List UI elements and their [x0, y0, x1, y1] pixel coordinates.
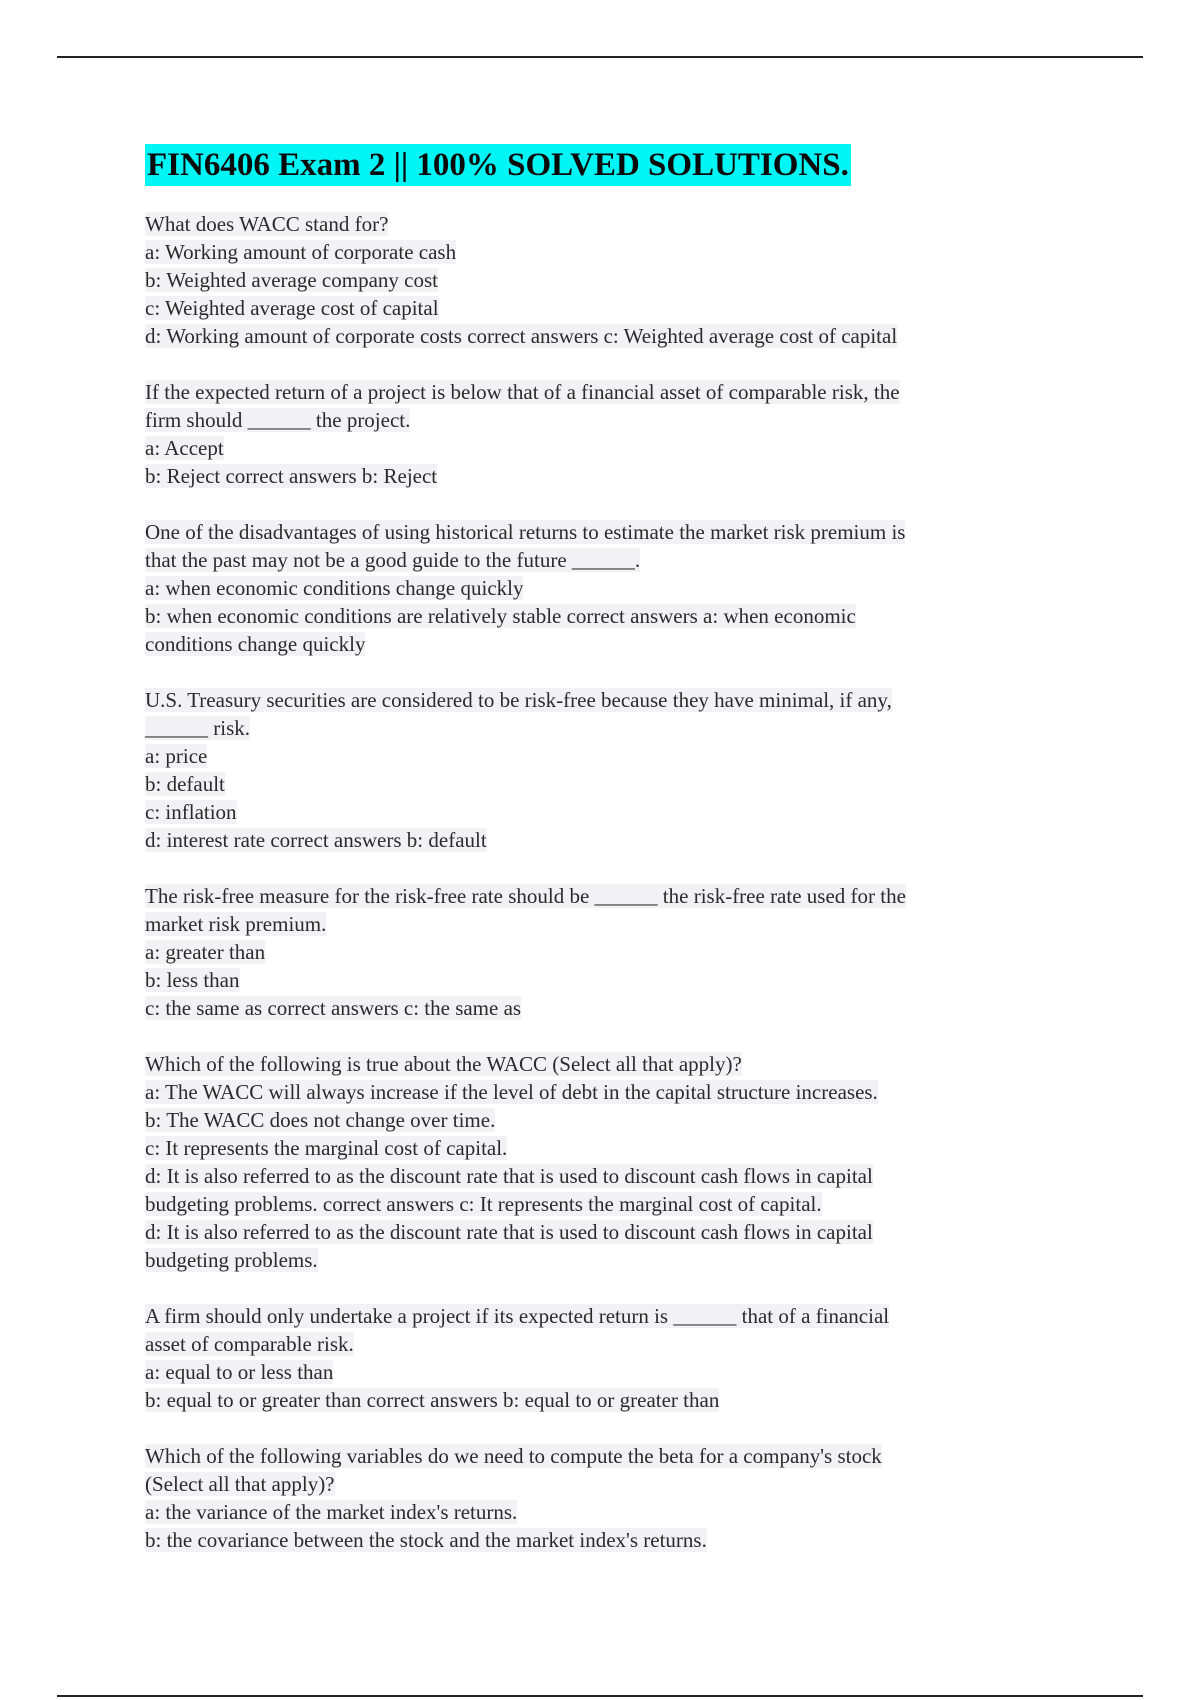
question-line: [145, 294, 1045, 322]
line-text: a: equal to or less than: [145, 1360, 334, 1384]
question-text: [145, 518, 1045, 546]
question-line: [145, 1358, 1045, 1386]
line-text: Which of the following variables do we need to compute the beta for a company's stock: [145, 1444, 882, 1468]
question-line: [145, 1386, 1045, 1414]
question-text: [145, 1302, 1045, 1330]
line-text: b: the covariance between the stock and the market index's returns.: [145, 1528, 707, 1552]
question-block: [145, 1050, 1045, 1274]
document-title: FIN6406 Exam 2 || 100% SOLVED SOLUTIONS.: [145, 144, 851, 186]
question-line: [145, 630, 1045, 658]
line-text: that the past may not be a good guide to the future ______.: [145, 548, 641, 572]
line-text: c: It represents the marginal cost of capital.: [145, 1136, 508, 1160]
question-line: [145, 910, 1045, 938]
question-line: [145, 1498, 1045, 1526]
question-line: [145, 1106, 1045, 1134]
line-text: a: The WACC will always increase if the level of debt in the capital structure increases.: [145, 1080, 878, 1104]
question-line: [145, 1134, 1045, 1162]
question-line: [145, 462, 1045, 490]
line-text: d: Working amount of corporate costs correct answers c: Weighted average cost of capital: [145, 324, 898, 348]
line-text: a: Working amount of corporate cash: [145, 240, 457, 264]
question-line: [145, 994, 1045, 1022]
question-line: [145, 714, 1045, 742]
question-line: [145, 966, 1045, 994]
line-text: Which of the following is true about the WACC (Select all that apply)?: [145, 1052, 742, 1076]
question-block: [145, 378, 1045, 490]
question-block: [145, 882, 1045, 1022]
line-text: d: It is also referred to as the discount rate that is used to discount cash flows in capital: [145, 1220, 873, 1244]
question-line: [145, 238, 1045, 266]
document-body: [145, 144, 1045, 1582]
line-text: b: less than: [145, 968, 240, 992]
question-block: [145, 1442, 1045, 1554]
line-text: budgeting problems.: [145, 1248, 318, 1272]
line-text: (Select all that apply)?: [145, 1472, 335, 1496]
question-line: [145, 1470, 1045, 1498]
line-text: b: default: [145, 772, 225, 796]
line-text: a: when economic conditions change quickly: [145, 576, 524, 600]
question-line: [145, 602, 1045, 630]
question-line: [145, 798, 1045, 826]
line-text: The risk-free measure for the risk-free rate should be ______ the risk-free rate used for the: [145, 884, 906, 908]
question-line: [145, 266, 1045, 294]
line-text: a: Accept: [145, 436, 224, 460]
line-text: budgeting problems. correct answers c: It represents the marginal cost of capital.: [145, 1192, 822, 1216]
line-text: conditions change quickly: [145, 632, 366, 656]
question-text: [145, 1442, 1045, 1470]
line-text: firm should ______ the project.: [145, 408, 411, 432]
question-line: [145, 826, 1045, 854]
line-text: market risk premium.: [145, 912, 327, 936]
question-line: [145, 938, 1045, 966]
question-line: [145, 1162, 1045, 1190]
question-line: [145, 434, 1045, 462]
line-text: c: inflation: [145, 800, 237, 824]
question-line: [145, 742, 1045, 770]
question-line: [145, 1078, 1045, 1106]
question-line: [145, 1218, 1045, 1246]
line-text: a: greater than: [145, 940, 266, 964]
question-line: [145, 1330, 1045, 1358]
question-text: [145, 686, 1045, 714]
line-text: b: equal to or greater than correct answers b: equal to or greater than: [145, 1388, 720, 1412]
line-text: If the expected return of a project is below that of a financial asset of comparable risk, the: [145, 380, 900, 404]
line-text: One of the disadvantages of using historical returns to estimate the market risk premium is: [145, 520, 906, 544]
question-line: [145, 546, 1045, 574]
line-text: asset of comparable risk.: [145, 1332, 354, 1356]
line-text: a: price: [145, 744, 208, 768]
bottom-rule: [57, 1695, 1143, 1697]
question-list: [145, 210, 1045, 1554]
question-text: [145, 210, 1045, 238]
question-line: [145, 1246, 1045, 1274]
line-text: c: the same as correct answers c: the same as: [145, 996, 522, 1020]
line-text: a: the variance of the market index's returns.: [145, 1500, 518, 1524]
question-line: [145, 1526, 1045, 1554]
line-text: d: interest rate correct answers b: default: [145, 828, 487, 852]
line-text: b: when economic conditions are relatively stable correct answers a: when economic: [145, 604, 856, 628]
line-text: ______ risk.: [145, 716, 250, 740]
line-text: d: It is also referred to as the discount rate that is used to discount cash flows in capital: [145, 1164, 873, 1188]
question-line: [145, 322, 1045, 350]
question-block: [145, 686, 1045, 854]
question-line: [145, 406, 1045, 434]
question-line: [145, 770, 1045, 798]
question-line: [145, 1190, 1045, 1218]
line-text: U.S. Treasury securities are considered to be risk-free because they have minimal, if any,: [145, 688, 892, 712]
question-block: [145, 1302, 1045, 1414]
line-text: b: Weighted average company cost: [145, 268, 438, 292]
line-text: b: Reject correct answers b: Reject: [145, 464, 438, 488]
question-text: [145, 882, 1045, 910]
line-text: b: The WACC does not change over time.: [145, 1108, 496, 1132]
question-block: [145, 518, 1045, 658]
line-text: c: Weighted average cost of capital: [145, 296, 439, 320]
question-block: [145, 210, 1045, 350]
line-text: A firm should only undertake a project if its expected return is ______ that of a financial: [145, 1304, 890, 1328]
question-line: [145, 574, 1045, 602]
top-rule: [57, 56, 1143, 58]
question-text: [145, 1050, 1045, 1078]
question-text: [145, 378, 1045, 406]
line-text: What does WACC stand for?: [145, 212, 389, 236]
